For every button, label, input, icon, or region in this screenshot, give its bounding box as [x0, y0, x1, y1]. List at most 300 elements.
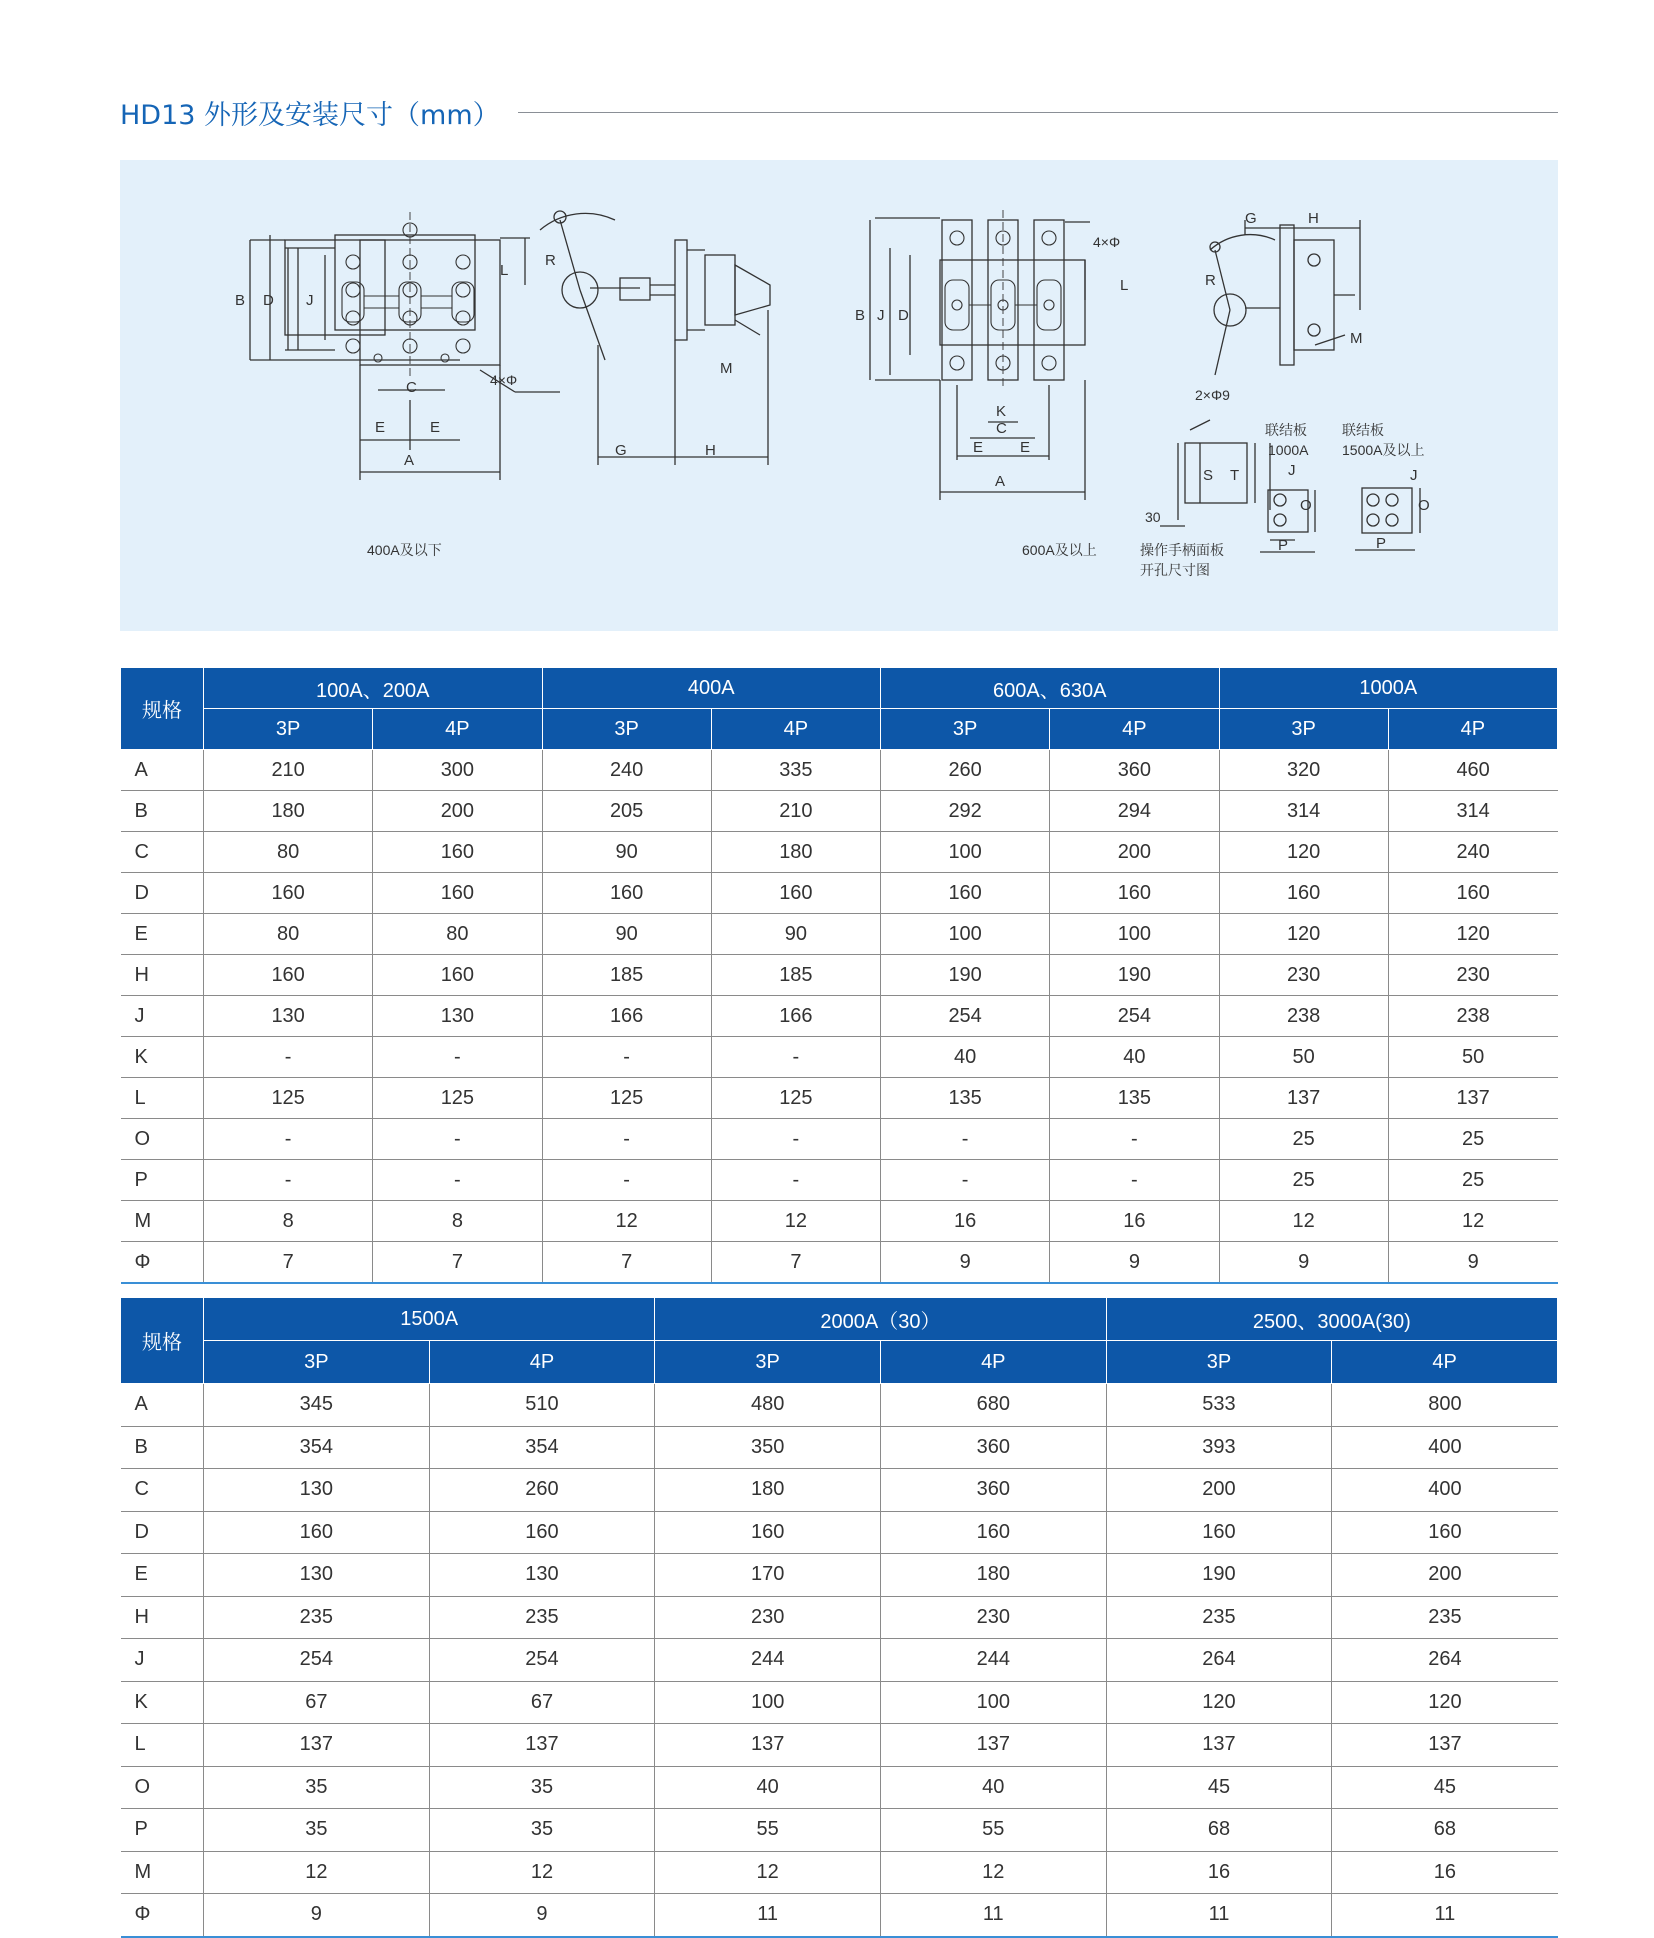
row-label: C: [121, 832, 204, 873]
table-cell: 125: [542, 1078, 711, 1119]
front-view-large: [870, 210, 1090, 500]
row-label: H: [121, 1596, 204, 1639]
table-cell: 130: [204, 1554, 430, 1597]
table-cell: 400: [1332, 1469, 1558, 1512]
table-cell: 180: [655, 1469, 881, 1512]
table-cell: 160: [1106, 1511, 1332, 1554]
holes-label-left: 4×Φ: [490, 372, 518, 388]
row-label: L: [121, 1078, 204, 1119]
pole-header: 4P: [1332, 1341, 1558, 1384]
handle-cutout-drawing: [1160, 420, 1270, 526]
table-cell: 160: [1219, 873, 1388, 914]
pole-header: 4P: [1050, 709, 1219, 750]
table-cell: 25: [1219, 1160, 1388, 1201]
table-cell: 254: [204, 1639, 430, 1682]
corner-cell: 规格: [121, 668, 204, 750]
table-row: [121, 1242, 1558, 1284]
table-cell: 235: [204, 1596, 430, 1639]
row-label: J: [121, 1639, 204, 1682]
table-cell: 130: [429, 1554, 655, 1597]
dim-label-t: T: [1230, 467, 1240, 484]
table-cell: 120: [1219, 832, 1388, 873]
pole-header: 3P: [655, 1341, 881, 1384]
dim-label-d-right: D: [898, 307, 909, 324]
pole-header: 4P: [373, 709, 542, 750]
row-label: H: [121, 955, 204, 996]
table-cell: 12: [1388, 1201, 1557, 1242]
caption-right: 600A及以上: [1022, 542, 1097, 558]
row-label: L: [121, 1724, 204, 1767]
row-label: D: [121, 873, 204, 914]
table-row: [121, 1554, 1558, 1597]
table-cell: 393: [1106, 1426, 1332, 1469]
table-cell: 9: [1219, 1242, 1388, 1284]
pole-header: 3P: [1106, 1341, 1332, 1384]
table-cell: 210: [204, 750, 373, 791]
table-cell: 314: [1388, 791, 1557, 832]
table-cell: 235: [1332, 1596, 1558, 1639]
table-cell: 100: [655, 1681, 881, 1724]
table-cell: 12: [1219, 1201, 1388, 1242]
table-row: [121, 1037, 1558, 1078]
table-cell: 400: [1332, 1426, 1558, 1469]
dim-label-j-plate-2: J: [1410, 467, 1418, 484]
table-cell: 160: [204, 873, 373, 914]
row-label: B: [121, 791, 204, 832]
table-cell: 320: [1219, 750, 1388, 791]
table-cell: 135: [881, 1078, 1050, 1119]
row-label: E: [121, 914, 204, 955]
table-sub-header: [121, 709, 1558, 750]
table-row: [121, 955, 1558, 996]
table-cell: 7: [373, 1242, 542, 1284]
table-cell: 160: [1050, 873, 1219, 914]
caption-handle-line2: 开孔尺寸图: [1140, 562, 1210, 578]
table-cell: 480: [655, 1384, 881, 1427]
dim-label-a: A: [404, 452, 415, 469]
dim-label-a-right: A: [995, 473, 1006, 490]
table-cell: 800: [1332, 1384, 1558, 1427]
dimension-drawings: [120, 160, 1558, 631]
table-cell: 300: [373, 750, 542, 791]
dim-label-c: C: [406, 379, 417, 396]
group-header: 2000A（30）: [655, 1298, 1106, 1341]
table-cell: 335: [711, 750, 880, 791]
table-cell: 137: [204, 1724, 430, 1767]
table-cell: 235: [1106, 1596, 1332, 1639]
group-header: 2500、3000A(30): [1106, 1298, 1557, 1341]
table-cell: 35: [429, 1766, 655, 1809]
table-cell: 40: [655, 1766, 881, 1809]
table-cell: 125: [373, 1078, 542, 1119]
row-label: E: [121, 1554, 204, 1597]
row-label: Φ: [121, 1894, 204, 1937]
row-label: M: [121, 1851, 204, 1894]
table-cell: 55: [655, 1809, 881, 1852]
table-cell: 137: [1332, 1724, 1558, 1767]
table-cell: 137: [1106, 1724, 1332, 1767]
table-cell: -: [711, 1037, 880, 1078]
table-cell: 170: [655, 1554, 881, 1597]
plate-1000-size: 1000A: [1268, 442, 1309, 458]
table-row: [121, 1894, 1558, 1937]
table-group-header: [121, 1298, 1558, 1341]
dim-label-r: R: [545, 252, 556, 269]
group-header: 1000A: [1219, 668, 1558, 709]
table-cell: 180: [711, 832, 880, 873]
table-row: [121, 1851, 1558, 1894]
plate-1500-title: 联结板: [1342, 422, 1384, 438]
table-cell: 7: [204, 1242, 373, 1284]
table-cell: 120: [1388, 914, 1557, 955]
side-view-large: [1210, 220, 1360, 375]
pole-header: 3P: [881, 709, 1050, 750]
table-row: [121, 1639, 1558, 1682]
dim-label-h-right: H: [1308, 210, 1319, 227]
table-cell: 238: [1219, 996, 1388, 1037]
table-cell: 68: [1106, 1809, 1332, 1852]
table-cell: -: [373, 1160, 542, 1201]
dim-label-j-right: J: [877, 307, 885, 324]
dim-label-l: L: [500, 262, 509, 279]
table-cell: 160: [204, 1511, 430, 1554]
table-cell: 125: [204, 1078, 373, 1119]
table-cell: 264: [1106, 1639, 1332, 1682]
dim-label-d: D: [263, 292, 274, 309]
table-cell: 190: [1106, 1554, 1332, 1597]
dim-label-h: H: [705, 442, 716, 459]
table-cell: 9: [1388, 1242, 1557, 1284]
table-cell: 90: [542, 832, 711, 873]
table-cell: 180: [880, 1554, 1106, 1597]
table-cell: -: [1050, 1160, 1219, 1201]
table-cell: 11: [655, 1894, 881, 1937]
table-cell: 264: [1332, 1639, 1558, 1682]
table-row: [121, 1160, 1558, 1201]
table-row: [121, 1511, 1558, 1554]
table-cell: 80: [204, 914, 373, 955]
table-cell: 345: [204, 1384, 430, 1427]
table-cell: 100: [881, 832, 1050, 873]
table-cell: 90: [542, 914, 711, 955]
table-cell: 160: [373, 873, 542, 914]
pole-header: 3P: [1219, 709, 1388, 750]
dim-label-g: G: [615, 442, 627, 459]
table-cell: 160: [373, 832, 542, 873]
table-cell: 12: [429, 1851, 655, 1894]
table-cell: 354: [204, 1426, 430, 1469]
pole-header: 4P: [880, 1341, 1106, 1384]
table-cell: 510: [429, 1384, 655, 1427]
table-cell: 210: [711, 791, 880, 832]
dim-label-m: M: [720, 360, 733, 377]
table-cell: 100: [881, 914, 1050, 955]
table-cell: 137: [1388, 1078, 1557, 1119]
table-cell: 190: [881, 955, 1050, 996]
table-cell: -: [1050, 1119, 1219, 1160]
table-cell: 160: [880, 1511, 1106, 1554]
table-group-header: [121, 668, 1558, 709]
table-row: [121, 1809, 1558, 1852]
table-cell: 200: [373, 791, 542, 832]
table-sub-header: [121, 1341, 1558, 1384]
dim-label-s: S: [1203, 467, 1214, 484]
row-label: J: [121, 996, 204, 1037]
table-cell: 160: [1388, 873, 1557, 914]
table-cell: 230: [880, 1596, 1106, 1639]
table-cell: 137: [655, 1724, 881, 1767]
table-row: [121, 1681, 1558, 1724]
row-label: M: [121, 1201, 204, 1242]
table-cell: 360: [1050, 750, 1219, 791]
table-cell: -: [881, 1160, 1050, 1201]
connecting-plate-1500a: [1355, 488, 1420, 550]
table-cell: 354: [429, 1426, 655, 1469]
row-label: A: [121, 750, 204, 791]
table-cell: 254: [1050, 996, 1219, 1037]
table-cell: 160: [429, 1511, 655, 1554]
table-cell: 90: [711, 914, 880, 955]
table-cell: 8: [204, 1201, 373, 1242]
dimension-drawing-panel: [120, 160, 1558, 631]
table-cell: 314: [1219, 791, 1388, 832]
table-cell: 11: [1106, 1894, 1332, 1937]
table-cell: 68: [1332, 1809, 1558, 1852]
table-cell: 9: [881, 1242, 1050, 1284]
table-cell: 235: [429, 1596, 655, 1639]
table-cell: 460: [1388, 750, 1557, 791]
table-cell: 25: [1388, 1119, 1557, 1160]
row-label: K: [121, 1681, 204, 1724]
table-cell: 67: [204, 1681, 430, 1724]
group-header: 1500A: [204, 1298, 655, 1341]
table-cell: -: [373, 1037, 542, 1078]
table-cell: 254: [881, 996, 1050, 1037]
table-cell: 50: [1388, 1037, 1557, 1078]
table-row: [121, 1596, 1558, 1639]
table-cell: 244: [880, 1639, 1106, 1682]
table-cell: 185: [711, 955, 880, 996]
table-cell: 135: [1050, 1078, 1219, 1119]
table-cell: 130: [373, 996, 542, 1037]
table-cell: 160: [711, 873, 880, 914]
table-cell: 45: [1332, 1766, 1558, 1809]
dim-label-e-right-2: E: [1020, 439, 1031, 456]
table-cell: 16: [1332, 1851, 1558, 1894]
table-cell: 180: [204, 791, 373, 832]
table-cell: 120: [1106, 1681, 1332, 1724]
table-cell: 50: [1219, 1037, 1388, 1078]
dim-label-k: K: [996, 403, 1007, 420]
table-cell: 11: [880, 1894, 1106, 1937]
row-label: C: [121, 1469, 204, 1512]
table-row: [121, 791, 1558, 832]
row-label: O: [121, 1766, 204, 1809]
table-cell: 12: [204, 1851, 430, 1894]
pole-header: 3P: [204, 1341, 430, 1384]
table-cell: -: [204, 1037, 373, 1078]
table-cell: 100: [880, 1681, 1106, 1724]
table-cell: 130: [204, 996, 373, 1037]
table-cell: 230: [1388, 955, 1557, 996]
pole-header: 4P: [711, 709, 880, 750]
table-cell: 260: [881, 750, 1050, 791]
group-header: 600A、630A: [881, 668, 1220, 709]
table-cell: 16: [881, 1201, 1050, 1242]
dim-label-r-right: R: [1205, 272, 1216, 289]
table-cell: 35: [204, 1809, 430, 1852]
table-cell: 100: [1050, 914, 1219, 955]
table-row: [121, 1724, 1558, 1767]
table-cell: 360: [880, 1426, 1106, 1469]
table-cell: 137: [1219, 1078, 1388, 1119]
row-label: B: [121, 1426, 204, 1469]
table-cell: 160: [373, 955, 542, 996]
table-row: [121, 873, 1558, 914]
table-cell: 160: [204, 955, 373, 996]
dim-label-p-plate-2: P: [1376, 535, 1387, 552]
table-cell: -: [881, 1119, 1050, 1160]
dim-label-j-plate: J: [1288, 462, 1296, 479]
table-cell: 120: [1219, 914, 1388, 955]
plate-1500-size: 1500A及以上: [1342, 442, 1425, 458]
table-cell: 160: [1332, 1511, 1558, 1554]
table-cell: 185: [542, 955, 711, 996]
row-label: A: [121, 1384, 204, 1427]
row-label: Φ: [121, 1242, 204, 1284]
table-cell: 55: [880, 1809, 1106, 1852]
table-cell: 160: [881, 873, 1050, 914]
table-cell: 190: [1050, 955, 1219, 996]
table-row: [121, 1201, 1558, 1242]
pole-header: 4P: [429, 1341, 655, 1384]
front-view-small: [250, 212, 560, 480]
table-cell: 350: [655, 1426, 881, 1469]
table-cell: 16: [1106, 1851, 1332, 1894]
table-row: [121, 1384, 1558, 1427]
table-row: [121, 996, 1558, 1037]
dim-label-l-right: L: [1120, 277, 1129, 294]
section-header: [120, 92, 1558, 132]
table-row: [121, 1766, 1558, 1809]
dim-label-o-plate-2: O: [1418, 497, 1430, 514]
table-cell: -: [542, 1160, 711, 1201]
caption-left: 400A及以下: [367, 542, 442, 558]
row-label: O: [121, 1119, 204, 1160]
table-cell: -: [542, 1037, 711, 1078]
table-cell: 7: [542, 1242, 711, 1284]
table-cell: 200: [1050, 832, 1219, 873]
table-cell: 40: [880, 1766, 1106, 1809]
table-row: [121, 832, 1558, 873]
row-label: D: [121, 1511, 204, 1554]
title-rule: [518, 112, 1558, 113]
dimension-table-large: [120, 1297, 1558, 1938]
table-cell: 240: [542, 750, 711, 791]
side-view-small: [540, 211, 770, 465]
dim-label-g-right: G: [1245, 210, 1257, 227]
table-cell: 244: [655, 1639, 881, 1682]
table-cell: 120: [1332, 1681, 1558, 1724]
row-label: K: [121, 1037, 204, 1078]
table-cell: 67: [429, 1681, 655, 1724]
row-label: P: [121, 1809, 204, 1852]
table-row: [121, 1426, 1558, 1469]
table-cell: -: [373, 1119, 542, 1160]
table-cell: 137: [880, 1724, 1106, 1767]
table-row: [121, 750, 1558, 791]
holes-label-right: 4×Φ: [1093, 234, 1121, 250]
dim-label-c-right: C: [996, 420, 1007, 437]
table-cell: 254: [429, 1639, 655, 1682]
table-cell: 240: [1388, 832, 1557, 873]
group-header: 100A、200A: [204, 668, 543, 709]
dim-label-o-plate: O: [1300, 497, 1312, 514]
dim-label-e-1: E: [375, 419, 386, 436]
dim-label-j: J: [306, 292, 314, 309]
table-cell: 130: [204, 1469, 430, 1512]
table-cell: 35: [204, 1766, 430, 1809]
table-cell: 260: [429, 1469, 655, 1512]
table-cell: 16: [1050, 1201, 1219, 1242]
table-cell: 360: [880, 1469, 1106, 1512]
table-cell: 200: [1106, 1469, 1332, 1512]
table-cell: 40: [1050, 1037, 1219, 1078]
dim-label-b-right: B: [855, 307, 866, 324]
table-cell: 166: [542, 996, 711, 1037]
table-row: [121, 1469, 1558, 1512]
table-cell: 200: [1332, 1554, 1558, 1597]
table-cell: 160: [542, 873, 711, 914]
dimension-table-small: [120, 667, 1558, 1284]
table-cell: 680: [880, 1384, 1106, 1427]
table-cell: 25: [1219, 1119, 1388, 1160]
table-cell: 166: [711, 996, 880, 1037]
table-cell: 8: [373, 1201, 542, 1242]
table-cell: 7: [711, 1242, 880, 1284]
table-cell: 45: [1106, 1766, 1332, 1809]
caption-handle-line1: 操作手柄面板: [1140, 542, 1224, 558]
table-cell: 12: [880, 1851, 1106, 1894]
row-label: P: [121, 1160, 204, 1201]
corner-cell: 规格: [121, 1298, 204, 1384]
table-cell: 238: [1388, 996, 1557, 1037]
dim-label-30: 30: [1145, 509, 1161, 525]
plate-1000-title: 联结板: [1265, 422, 1307, 438]
dim-label-e-right-1: E: [973, 439, 984, 456]
pole-header: 3P: [542, 709, 711, 750]
table-cell: 9: [204, 1894, 430, 1937]
holes-label-handle: 2×Φ9: [1195, 387, 1230, 403]
pole-header: 3P: [204, 709, 373, 750]
table-cell: 230: [655, 1596, 881, 1639]
table-row: [121, 914, 1558, 955]
table-cell: 205: [542, 791, 711, 832]
section-title: HD13 外形及安装尺寸（mm）: [120, 99, 500, 131]
table-cell: -: [542, 1119, 711, 1160]
pole-header: 4P: [1388, 709, 1557, 750]
table-cell: 294: [1050, 791, 1219, 832]
table-cell: -: [204, 1160, 373, 1201]
dim-label-m-right: M: [1350, 330, 1363, 347]
dim-label-b: B: [235, 292, 246, 309]
table-cell: 9: [1050, 1242, 1219, 1284]
dim-label-e-2: E: [430, 419, 441, 436]
table-cell: 230: [1219, 955, 1388, 996]
table-cell: 80: [204, 832, 373, 873]
table-cell: 125: [711, 1078, 880, 1119]
table-cell: 137: [429, 1724, 655, 1767]
